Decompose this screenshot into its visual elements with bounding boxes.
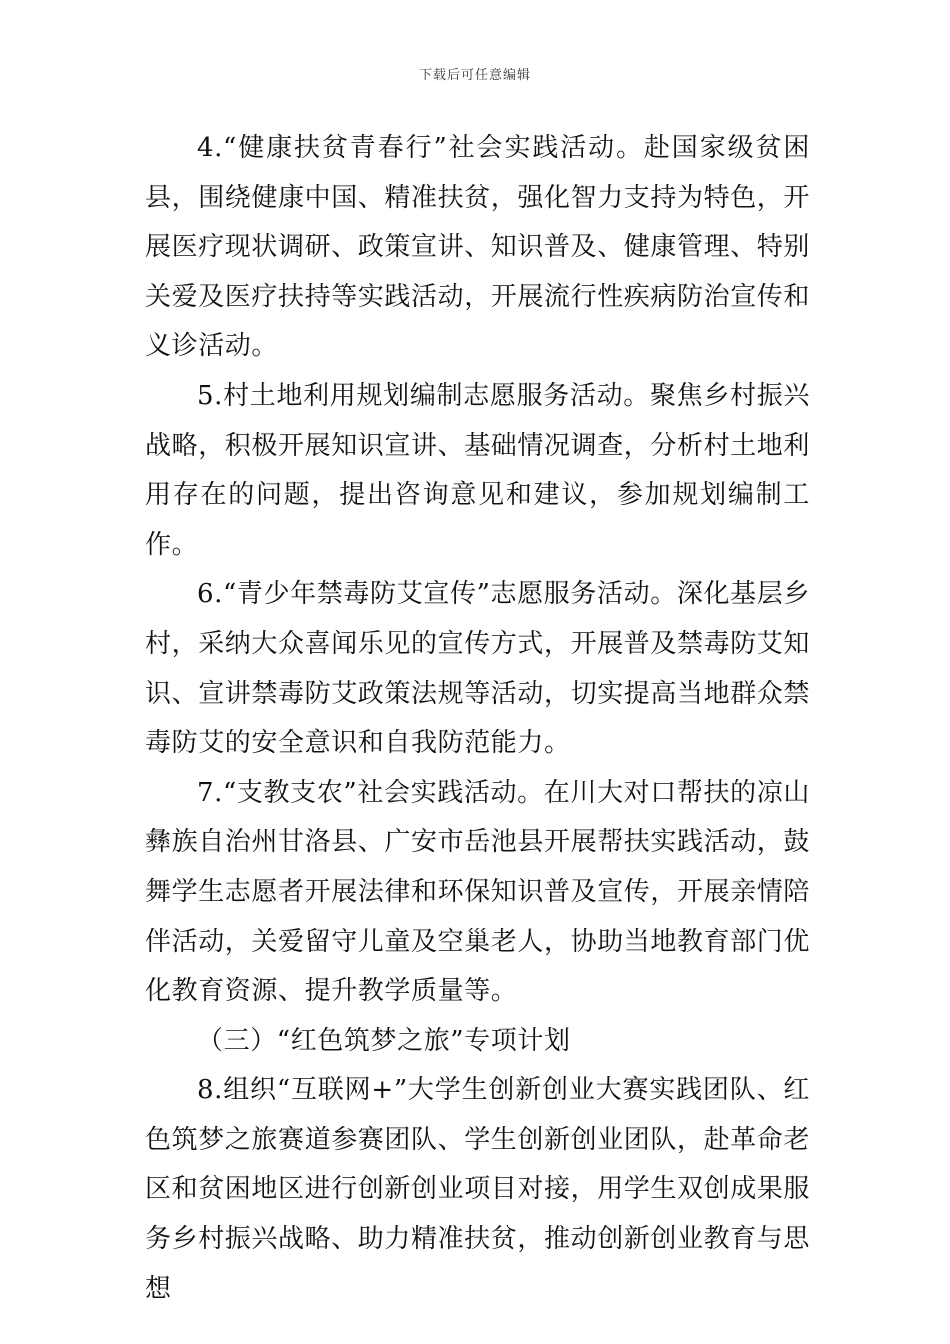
- section-heading-3: （三）“红色筑梦之旅”专项计划: [197, 1025, 571, 1056]
- paragraph-item-6: 6.“青少年禁毒防艾宣传”志愿服务活动。深化基层乡村，采纳大众喜闻乐见的宣传方式，开展普及禁毒防艾知识、宣讲禁毒防艾政策法规等活动，切实提高当地群众禁毒防艾的安全意识和自我防范能力。: [145, 579, 811, 759]
- paragraph-item-5: 5.村土地利用规划编制志愿服务活动。聚焦乡村振兴战略，积极开展知识宣讲、基础情况调查，分析村土地利用存在的问题，提出咨询意见和建议，参加规划编制工作。: [145, 380, 811, 560]
- document-body: [145, 124, 810, 1314]
- page-header: 下载后可任意编辑: [418, 68, 531, 83]
- paragraph-item-8: 8.组织“互联网+”大学生创新创业大赛实践团队、红色筑梦之旅赛道参赛团队、学生创新创业团队，赴革命老区和贫困地区进行创新创业项目对接，用学生双创成果服务乡村振兴战略、助力精准扶贫，推动创新创业教育与思想: [145, 1075, 811, 1304]
- paragraph-item-7: 7.“支教支农”社会实践活动。在川大对口帮扶的凉山彝族自治州甘洛县、广安市岳池县开展帮扶实践活动，鼓舞学生志愿者开展法律和环保知识普及宣传，开展亲情陪伴活动，关爱留守儿童及空巢老人，协助当地教育部门优化教育资源、提升教学质量等。: [145, 777, 811, 1007]
- paragraph-item-4: 4.“健康扶贫青春行”社会实践活动。赴国家级贫困县，围绕健康中国、精准扶贫，强化智力支持为特色，开展医疗现状调研、政策宣讲、知识普及、健康管理、特别关爱及医疗扶持等实践活动，开展流行性疾病防治宣传和义诊活动。: [145, 133, 811, 362]
